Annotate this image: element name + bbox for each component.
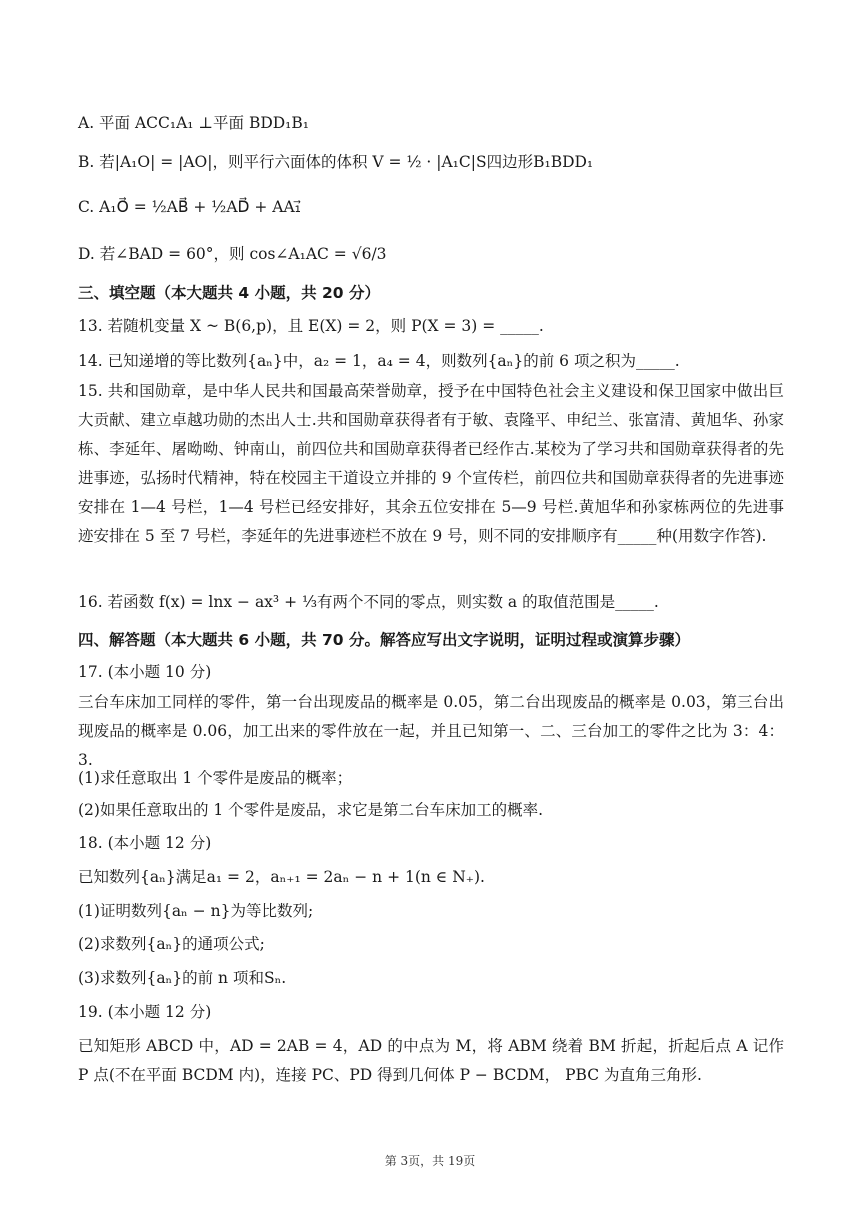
- question-17-header: 17. (本小题 10 分): [78, 663, 212, 681]
- question-14: 14. 已知递增的等比数列{aₙ}中，a₂ = 1，a₄ = 4，则数列{aₙ}的前 6 项之积为_____.: [78, 352, 680, 370]
- question-13: 13. 若随机变量 X ~ B(6,p)，且 E(X) = 2，则 P(X = 3) = _____.: [78, 317, 544, 335]
- option-b: B. 若|A₁O| = |AO|，则平行六面体的体积 V = ½ · |A₁C|S四边形B₁BDD₁: [78, 153, 594, 171]
- option-c: C. A₁O⃗ = ½AB⃗ + ½AD⃗ + AA₁⃗: [78, 198, 301, 216]
- section-3-title: 三、填空题（本大题共 4 小题，共 20 分）: [78, 284, 380, 302]
- page-footer: 第 3页，共 19页: [384, 1154, 476, 1168]
- question-17-body: 三台车床加工同样的零件，第一台出现废品的概率是 0.05，第二台出现废品的概率是 0.03，第三台出现废品的概率是 0.06，加工出来的零件放在一起，并且已知第一、二、三台加工的零件之比为 3：4：3.: [78, 693, 784, 769]
- question-17-part-1: (1)求任意取出 1 个零件是废品的概率；: [78, 769, 353, 787]
- option-a: A. 平面 ACC₁A₁ ⊥平面 BDD₁B₁: [78, 114, 310, 132]
- question-18-part-2: (2)求数列{aₙ}的通项公式;: [78, 935, 265, 953]
- question-18-body: 已知数列{aₙ}满足a₁ = 2，aₙ₊₁ = 2aₙ − n + 1(n ∈ N₊).: [78, 868, 485, 886]
- question-19-body: 已知矩形 ABCD 中，AD = 2AB = 4，AD 的中点为 M，将 ABM 绕着 BM 折起，折起后点 A 记作 P 点(不在平面 BCDM 内)，连接 PC、PD 得到几何体 P − BCDM， PBC 为直角三角形.: [78, 1037, 784, 1084]
- question-18-part-1: (1)证明数列{aₙ − n}为等比数列;: [78, 902, 314, 920]
- question-18-part-3: (3)求数列{aₙ}的前 n 项和Sₙ.: [78, 969, 287, 987]
- question-15: 15. 共和国勋章，是中华人民共和国最高荣誉勋章，授予在中国特色社会主义建设和保卫国家中做出巨大贡献、建立卓越功勋的杰出人士.共和国勋章获得者有于敏、袁隆平、申纪兰、张富清、黄旭华、孙家栋、李延年、屠呦呦、钟南山，前四位共和国勋章获得者已经作古.某校为了学习共和国勋章获得者的先进事迹，弘扬时代精神，特在校园主干道设立并排的 9 个宣传栏，前四位共和国勋章获得者的先进事迹安排在 1—4 号栏，1—4 号栏已经安排好，其余五位安排在 5—9 号栏.黄旭华和孙家栋两位的先进事迹安排在 5 至 7 号栏，李延年的先进事迹栏不放在 9 号，则不同的安排顺序有_____种(用数字作答).: [78, 382, 784, 545]
- question-19-header: 19. (本小题 12 分): [78, 1003, 212, 1021]
- option-d: D. 若∠BAD = 60°，则 cos∠A₁AC = √6/3: [78, 245, 387, 263]
- question-18-header: 18. (本小题 12 分): [78, 834, 212, 852]
- section-4-title: 四、解答题（本大题共 6 小题，共 70 分。解答应写出文字说明，证明过程或演算步骤）: [78, 631, 690, 649]
- question-16: 16. 若函数 f(x) = lnx − ax³ + ⅓有两个不同的零点，则实数 a 的取值范围是_____.: [78, 593, 659, 611]
- question-17-part-2: (2)如果任意取出的 1 个零件是废品，求它是第二台车床加工的概率.: [78, 801, 544, 819]
